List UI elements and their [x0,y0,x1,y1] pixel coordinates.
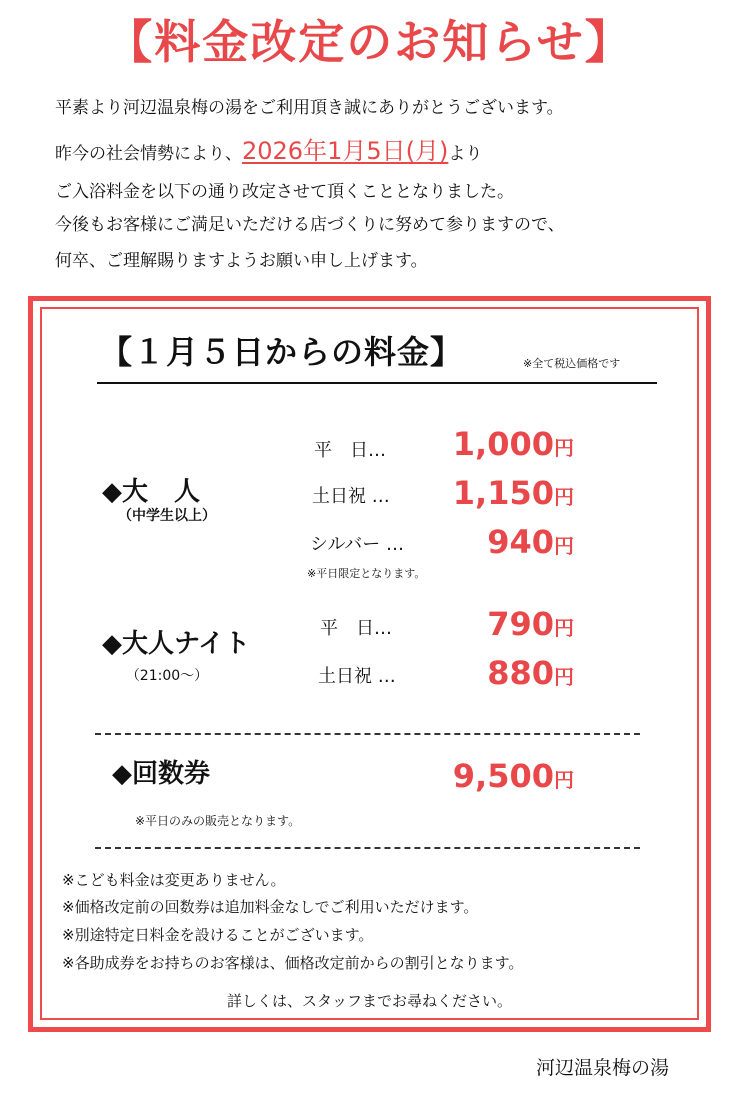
coupon-unit: 円 [554,768,574,792]
adult-silver-unit: 円 [554,534,574,558]
pricing-title: 【１月５日からの料金】 [100,333,464,371]
effective-date: 2026年1月5日(月) [242,137,449,165]
adult-label: ◆大 人 [102,477,200,507]
night-weekend-price [374,655,574,695]
adult-weekday-unit: 円 [554,436,574,460]
coupon-amount: 9,500 [452,757,554,795]
adult-sub: （中学生以上） [118,508,216,524]
adult-weekday-price [374,426,574,466]
adult-weekend-price [374,475,574,515]
adult-silver-amount: 940 [487,523,554,561]
footnote-1: ※こども料金は変更ありません。 [62,871,286,889]
silver-note: ※平日限定となります。 [307,567,426,580]
tax-note: ※全て税込価格です [523,357,621,370]
coupon-note: ※平日のみの販売となります。 [135,814,301,828]
night-weekday-price [374,606,574,646]
adult-weekend-label: 土日祝 … [312,486,390,507]
intro-line-2 [55,137,483,165]
facility-signature: 河辺温泉梅の湯 [536,1057,670,1079]
adult-weekday-label: 平 日… [314,440,386,461]
footnote-4: ※各助成券をお持ちのお客様は、価格改定前からの割引となります。 [62,954,524,972]
intro-line-3: ご入浴料金を以下の通り改定させて頂くこととなりました。 [55,182,514,202]
adult-night-label: ◆大人ナイト [102,629,251,659]
footnote-2: ※価格改定前の回数券は追加料金なしでご利用いただけます。 [62,898,479,916]
adult-night-sub: （21:00～） [125,668,209,684]
coupon-price [374,758,574,798]
adult-weekend-unit: 円 [554,485,574,509]
adult-weekday-amount: 1,000 [452,425,554,463]
intro-line-2-pre: 昨今の社会情勢により、 [55,144,242,164]
divider-dashed-1 [95,733,640,735]
night-weekend-unit: 円 [554,665,574,689]
intro-line-2-post: より [448,144,483,164]
contact-note: 詳しくは、スタッフまでお尋ねください。 [226,992,512,1010]
night-weekday-unit: 円 [554,616,574,640]
title-underline [97,382,657,384]
night-weekday-amount: 790 [487,605,554,643]
adult-silver-label: シルバー … [310,534,405,555]
page-title: 【料金改定のお知らせ】 [106,15,633,69]
night-weekday-label: 平 日… [320,618,392,639]
adult-weekend-amount: 1,150 [452,474,554,512]
night-weekend-label: 土日祝 … [318,666,396,687]
adult-silver-price [374,524,574,564]
intro-line-5: 何卒、ご理解賜りますようお願い申し上げます。 [55,251,428,271]
intro-line-1: 平素より河辺温泉梅の湯をご利用頂き誠にありがとうございます。 [55,98,564,118]
divider-dashed-2 [95,847,640,849]
intro-line-4: 今後もお客様にご満足いただける店づくりに努めて参りますので、 [55,215,565,235]
footnote-3: ※別途特定日料金を設けることがございます。 [62,926,374,944]
coupon-label: ◆回数券 [112,759,210,789]
night-weekend-amount: 880 [487,654,554,692]
